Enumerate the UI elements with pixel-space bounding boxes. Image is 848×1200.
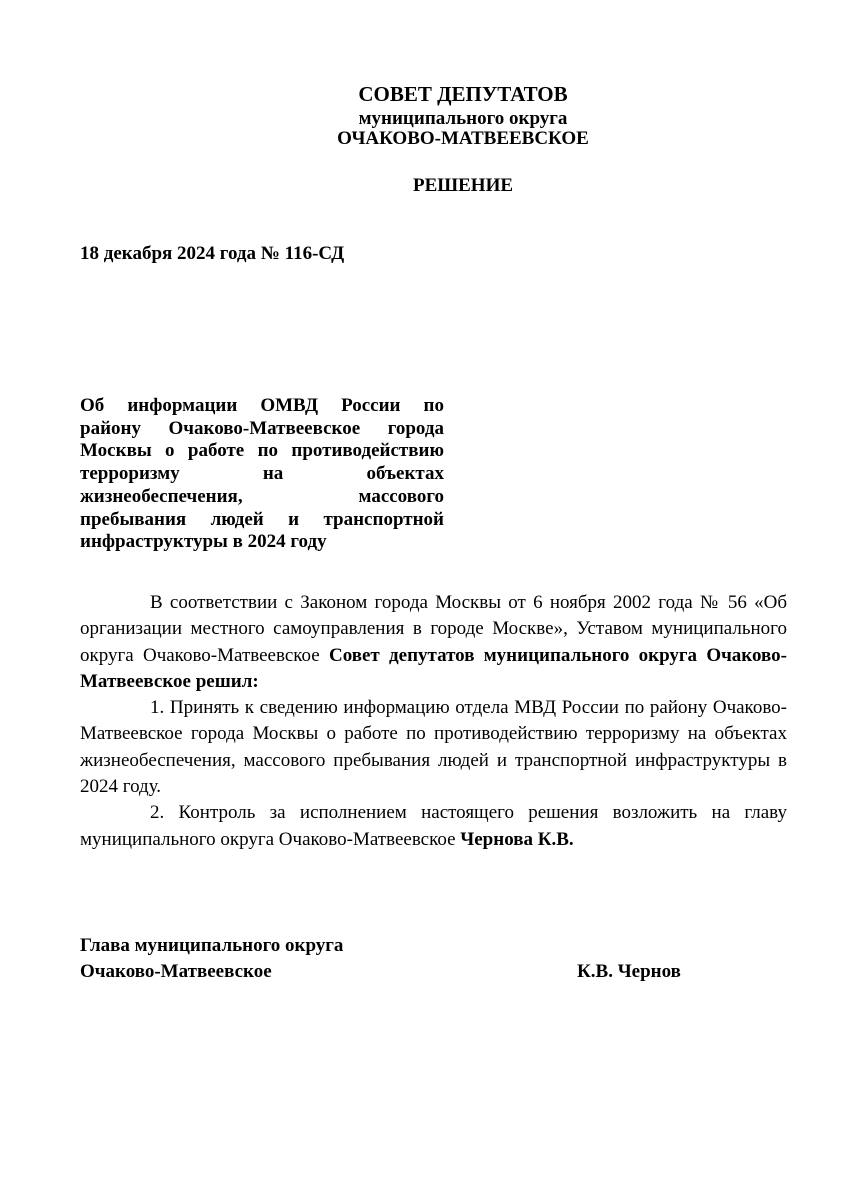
subject-line: инфраструктуры в 2024 году [80,531,327,553]
decision-date-number: 18 декабря 2024 года № 116-СД [80,243,345,264]
item-2-text: 2. Контроль за исполнением настоящего решения возложить на главу муниципального округа Очаково-Матвеевское [80,802,787,850]
document-type: РЕШЕНИЕ [412,175,514,196]
signatory-title-line2: Очаково-Матвеевское [80,961,272,982]
decision-body [80,590,787,853]
council-title: СОВЕТ ДЕПУТАТОВ [358,82,568,106]
decision-item-1: 1. Принять к сведению информацию отдела МВД России по району Очаково-Матвеевское города Москвы о работе по противодействию терроризму на объектах жизнеобеспечения, массового пребывания людей и транспортной инфраструктуры в 2024 году. [80,697,787,798]
signatory-name: К.В. Чернов [577,961,681,982]
item-2-responsible: Чернова К.В. [460,828,574,850]
council-subtitle: муниципального округа [358,108,568,129]
subject-line: терроризму на объектах [80,463,444,485]
subject-line: Об информации ОМВД России по [80,395,444,416]
preamble-text: В соответствии с Законом города Москвы от 6 ноября 2002 года № 56 «Об организации местного самоуправления в городе Москве», Уставом муниципального округа Очаково-Матвеевское [80,592,787,666]
preamble-resolution: Совет депутатов муниципального округа Очаково-Матвеевское решил: [80,644,787,692]
subject-line: жизнеобеспечения, массового [80,485,444,507]
subject-line: Москвы о работе по противодействию [80,440,444,462]
signature-block [80,933,720,985]
district-name: ОЧАКОВО-МАТВЕЕВСКОЕ [337,128,589,149]
subject-line: пребывания людей и транспортной [80,508,444,530]
decision-subject [80,395,444,554]
subject-line: району Очаково-Матвеевское города [80,417,444,439]
preamble-paragraph [80,590,787,695]
signatory-title-line1: Глава муниципального округа [80,935,344,956]
decision-item-2 [80,800,787,853]
